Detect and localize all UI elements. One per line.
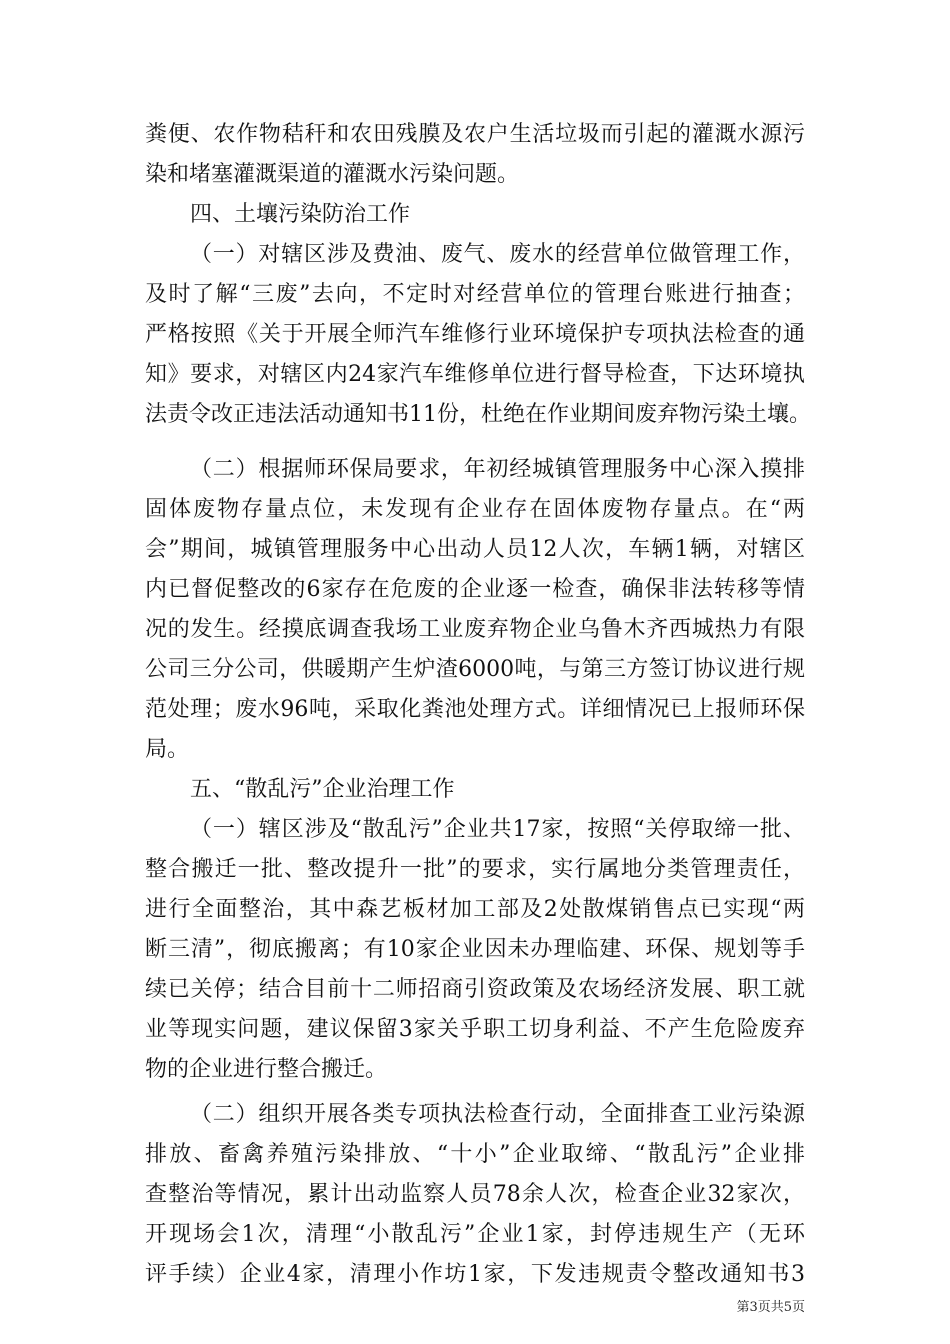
body-text-line: 局。	[145, 737, 190, 762]
body-text-line: 况的发生。经摸底调查我场工业废弃物企业乌鲁木齐西城热力有限	[145, 617, 805, 642]
body-text-line: 物的企业进行整合搬迁。	[145, 1057, 388, 1082]
body-text-line: 会”期间，城镇管理服务中心出动人员12人次，车辆1辆，对辖区	[145, 537, 805, 562]
body-text-line: （一）对辖区涉及费油、废气、废水的经营单位做管理工作，	[190, 242, 805, 267]
body-text-line: （二）组织开展各类专项执法检查行动，全面排查工业污染源	[190, 1102, 805, 1127]
body-text-line: 法责令改正违法活动通知书11份，杜绝在作业期间废弃物污染土壤。	[145, 402, 811, 427]
body-text-line: 知》要求，对辖区内24家汽车维修单位进行督导检查，下达环境执	[145, 362, 805, 387]
body-text-line: 进行全面整治，其中森艺板材加工部及2处散煤销售点已实现“两	[145, 897, 805, 922]
body-text-line: 查整治等情况，累计出动监察人员78余人次，检查企业32家次，	[145, 1182, 805, 1207]
body-text-line: 断三清”，彻底搬离；有10家企业因未办理临建、环保、规划等手	[145, 937, 805, 962]
body-text-line: 排放、畜禽养殖污染排放、“十小”企业取缔、“散乱污”企业排	[145, 1142, 805, 1167]
body-text-line: 业等现实问题，建议保留3家关乎职工切身利益、不产生危险废弃	[145, 1017, 805, 1042]
section-heading: 四、土壤污染防治工作	[190, 202, 411, 227]
body-text-line: 公司三分公司，供暖期产生炉渣6000吨，与第三方签订协议进行规	[145, 657, 805, 682]
body-text-line: 严格按照《关于开展全师汽车维修行业环境保护专项执法检查的通	[145, 322, 805, 347]
body-text-line: 及时了解“三废”去向，不定时对经营单位的管理台账进行抽查；	[145, 282, 805, 307]
page-number: 第3页共5页	[736, 1300, 805, 1315]
body-text-line: 粪便、农作物秸秆和农田残膜及农户生活垃圾而引起的灌溉水源污	[145, 122, 805, 147]
body-text-line: 内已督促整改的6家存在危废的企业逐一检查，确保非法转移等情	[145, 577, 805, 602]
body-text-line: （二）根据师环保局要求，年初经城镇管理服务中心深入摸排	[190, 457, 805, 482]
body-text-line: （一）辖区涉及“散乱污”企业共17家，按照“关停取缔一批、	[190, 817, 805, 842]
body-text-line: 染和堵塞灌溉渠道的灌溉水污染问题。	[145, 162, 520, 187]
body-text-line: 范处理；废水96吨，采取化粪池处理方式。详细情况已上报师环保	[145, 697, 805, 722]
body-text-line: 续已关停；结合目前十二师招商引资政策及农场经济发展、职工就	[145, 977, 805, 1002]
body-text-line: 整合搬迁一批、整改提升一批”的要求，实行属地分类管理责任，	[145, 857, 805, 882]
section-heading: 五、“散乱污”企业治理工作	[190, 777, 455, 802]
body-text-line: 固体废物存量点位，未发现有企业存在固体废物存量点。在“两	[145, 497, 805, 522]
body-text-line: 开现场会1次，清理“小散乱污”企业1家，封停违规生产（无环	[145, 1222, 805, 1247]
body-text-line: 评手续）企业4家，清理小作坊1家，下发违规责令整改通知书3	[145, 1262, 805, 1287]
